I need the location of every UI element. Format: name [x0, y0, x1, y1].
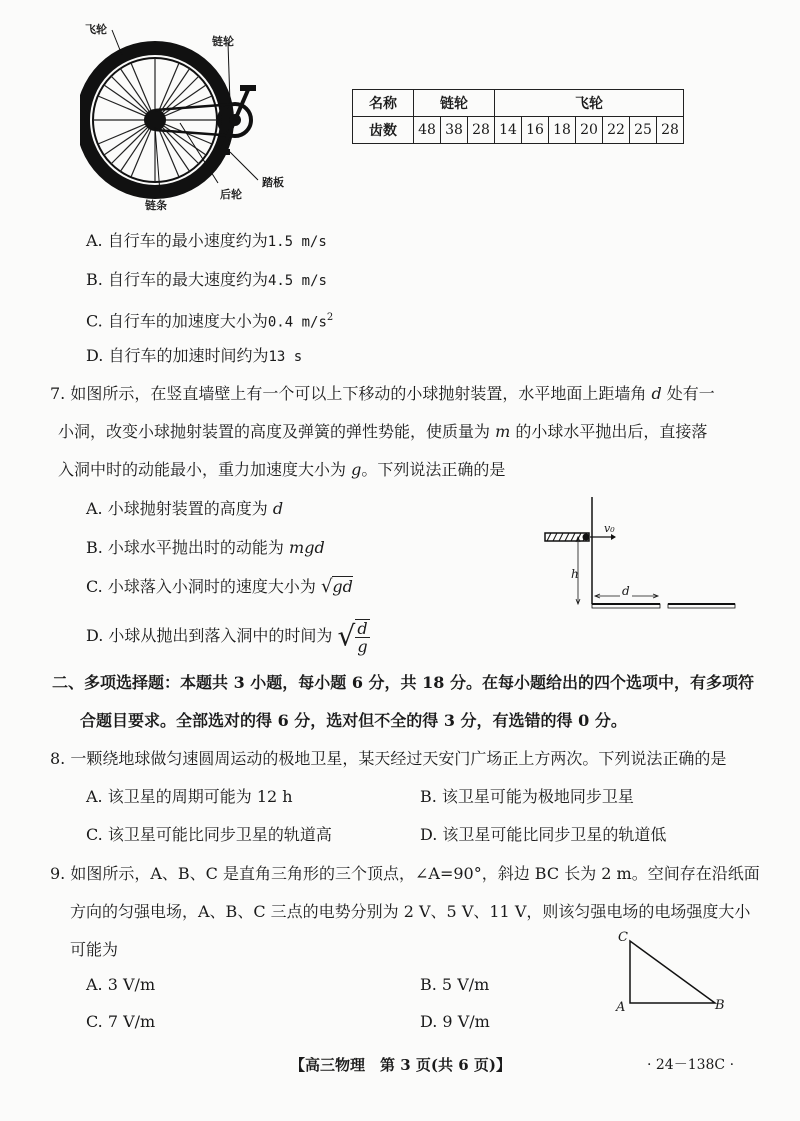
- table-cell: 28: [657, 117, 684, 144]
- table-cell: 28: [468, 117, 495, 144]
- q7-fig-d: d: [622, 584, 630, 598]
- q7-fig-v0: v₀: [604, 522, 615, 535]
- label-chainring: 链轮: [212, 35, 234, 48]
- table-cell: 链轮: [414, 90, 495, 117]
- q9-fig-vertex-a: A: [616, 1000, 626, 1015]
- q9-fig-vertex-b: B: [715, 998, 725, 1013]
- table-row: [353, 90, 684, 117]
- table-cell: 齿数: [353, 117, 414, 144]
- q6-option-c: C. 自行车的加速度大小为0.4 $m/s^2$: [86, 311, 334, 331]
- q7-fig-h: h: [571, 567, 579, 581]
- q8-option-a: A. 该卫星的周期可能为 12 h: [86, 787, 293, 806]
- table-cell: 25: [630, 117, 657, 144]
- table-cell: 14: [495, 117, 522, 144]
- table-cell: 20: [576, 117, 603, 144]
- label-rear-wheel: 后轮: [220, 188, 242, 201]
- q9-option-c: C. 7 V/m: [86, 1012, 156, 1031]
- q9-stem-line2: 方向的匀强电场，A、B、C 三点的电势分别为 2 V、5 V、11 V，则该匀强电场的电场强度大小: [70, 902, 751, 921]
- q8-option-c: C. 该卫星可能比同步卫星的轨道高: [86, 825, 332, 844]
- table-cell: 38: [441, 117, 468, 144]
- q7-option-d: D. 小球从抛出到落入洞中的时间为 √ $\frac{d}{g}$: [86, 618, 368, 656]
- q9-triangle-figure: [620, 935, 730, 1010]
- q6-option-d: D. 自行车的加速时间约为13 s: [86, 346, 303, 365]
- table-cell: 48: [414, 117, 441, 144]
- q7-stem-line1: 7. 如图所示，在竖直墙壁上有一个可以上下移动的小球抛射装置，水平地面上距墙角 d 处有一: [50, 384, 715, 403]
- q9-option-a: A. 3 V/m: [86, 975, 156, 994]
- q7-option-c: C. 小球落入小洞时的速度大小为 √gd: [86, 576, 353, 597]
- table-row: [353, 117, 684, 144]
- q9-fig-vertex-c: C: [618, 930, 628, 945]
- q6-option-a: A. 自行车的最小速度约为1.5 m/s: [86, 231, 327, 250]
- q9-stem-line3: 可能为: [70, 940, 119, 959]
- page-code: · 24－138C ·: [647, 1057, 735, 1073]
- q9-option-d: D. 9 V/m: [420, 1012, 490, 1031]
- q7-option-b: B. 小球水平抛出时的动能为 mgd: [86, 538, 325, 557]
- q6-option-b: B. 自行车的最大速度约为4.5 m/s: [86, 270, 327, 289]
- table-cell: 16: [522, 117, 549, 144]
- label-pedal: 踏板: [262, 176, 284, 189]
- section2-heading-line1: 二、多项选择题：本题共 3 小题，每小题 6 分，共 18 分。在每小题给出的四个选项中，有多项符: [52, 673, 754, 692]
- table-cell: 22: [603, 117, 630, 144]
- page-footer: 【高三物理 第 3 页(共 6 页)】: [290, 1056, 511, 1074]
- q9-stem-line1: 9. 如图所示，A、B、C 是直角三角形的三个顶点，∠A=90°，斜边 BC 长为 2 m。空间存在沿纸面: [50, 864, 760, 883]
- table-cell: 名称: [353, 90, 414, 117]
- q8-option-d: D. 该卫星可能比同步卫星的轨道低: [420, 825, 667, 844]
- q7-option-a: A. 小球抛射装置的高度为 d: [86, 499, 284, 518]
- q7-stem-line3: 入洞中时的动能最小，重力加速度大小为 g。下列说法正确的是: [58, 460, 506, 479]
- table-cell: 18: [549, 117, 576, 144]
- rear-wheel-drawing: [83, 48, 227, 192]
- q8-option-b: B. 该卫星可能为极地同步卫星: [420, 787, 634, 806]
- q8-stem: 8. 一颗绕地球做匀速圆周运动的极地卫星，某天经过天安门广场正上方两次。下列说法正确的是: [50, 749, 727, 768]
- q7-launcher-figure: [540, 492, 740, 617]
- section2-heading-line2: 合题目要求。全部选对的得 6 分，选对但不全的得 3 分，有选错的得 0 分。: [80, 711, 627, 730]
- gear-table: [352, 89, 684, 144]
- table-cell: 飞轮: [495, 90, 684, 117]
- q9-option-b: B. 5 V/m: [420, 975, 490, 994]
- q7-stem-line2: 小洞，改变小球抛射装置的高度及弹簧的弹性势能，使质量为 m 的小球水平抛出后，直接落: [58, 422, 708, 441]
- label-flywheel: 飞轮: [85, 23, 107, 36]
- label-chain: 链条: [145, 199, 167, 212]
